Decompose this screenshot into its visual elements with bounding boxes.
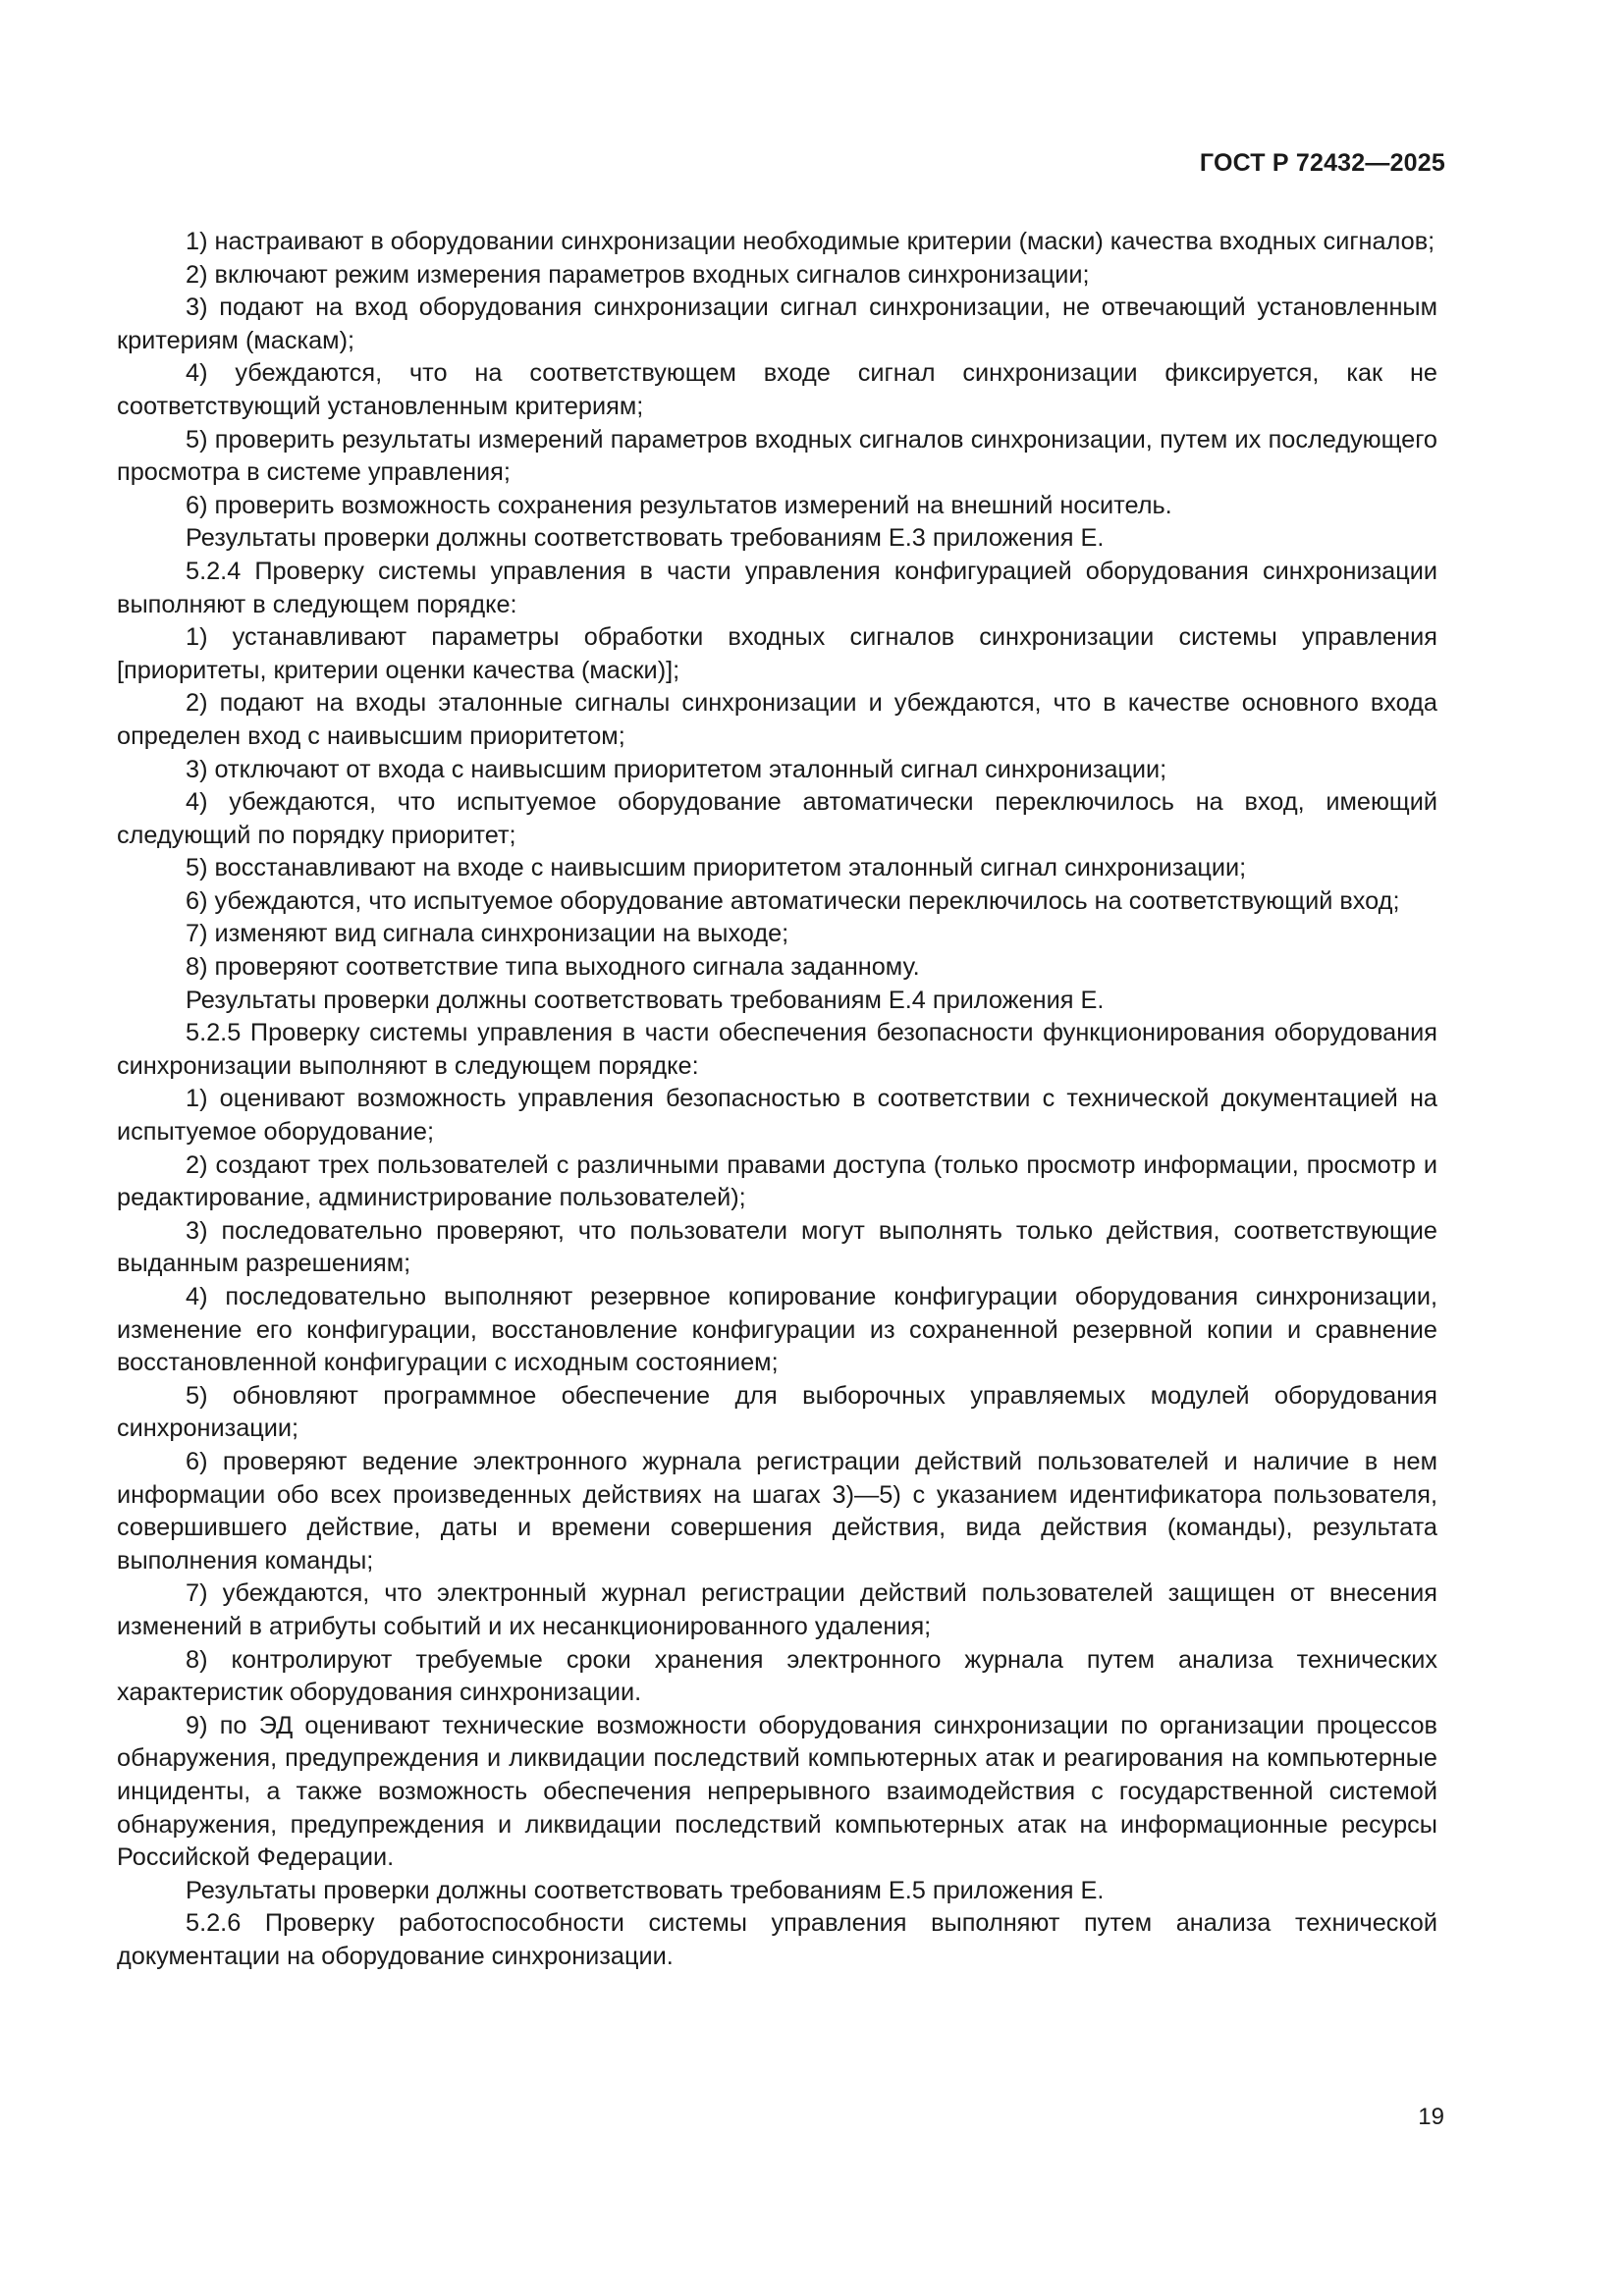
paragraph: 4) убеждаются, что испытуемое оборудование автоматически переключилось на вход, имеющий следующий по порядку приоритет; (117, 788, 1437, 849)
paragraph: Результаты проверки должны соответствовать требованиям Е.3 приложения Е. (186, 524, 1105, 553)
paragraph: 8) проверяют соответствие типа выходного сигнала заданному. (186, 953, 920, 982)
paragraph: 8) контролируют требуемые сроки хранения электронного журнала путем анализа технических характеристик оборудования синхронизации. (117, 1645, 1437, 1707)
paragraph: 5.2.6 Проверку работоспособности системы управления выполняют путем анализа технической документации на оборудование синхронизации. (117, 1909, 1437, 1970)
paragraph: 5) обновляют программное обеспечение для выборочных управляемых модулей оборудования синхронизации; (117, 1381, 1437, 1443)
paragraph: 1) устанавливают параметры обработки входных сигналов синхронизации системы управления [приоритеты, критерии оценки качества (маски)]; (117, 623, 1437, 684)
paragraph: 1) оценивают возможность управления безопасностью в соответствии с технической документацией на испытуемое оборудование; (117, 1085, 1437, 1147)
paragraph: 7) убеждаются, что электронный журнал регистрации действий пользователей защищен от внесения изменений в атрибуты событий и их несанкционированного удаления; (117, 1579, 1437, 1640)
paragraph: 5.2.5 Проверку системы управления в части обеспечения безопасности функционирования оборудования синхронизации выполняют в следующем порядке: (117, 1019, 1437, 1080)
paragraph: 4) убеждаются, что на соответствующем входе сигнал синхронизации фиксируется, как не соответствующий установленным критериям; (117, 359, 1437, 420)
paragraph: 2) включают режим измерения параметров входных сигналов синхронизации; (186, 260, 1090, 289)
paragraph: 5) проверить результаты измерений параметров входных сигналов синхронизации, путем их последующего просмотра в системе управления; (117, 425, 1437, 487)
page-number: 19 (1418, 2104, 1444, 2130)
paragraph: 2) подают на входы эталонные сигналы синхронизации и убеждаются, что в качестве основного входа определен вход с наивысшим приоритетом; (117, 689, 1437, 750)
paragraph: Результаты проверки должны соответствовать требованиям Е.5 приложения Е. (186, 1876, 1105, 1904)
paragraph: 5.2.4 Проверку системы управления в части управления конфигурацией оборудования синхронизации выполняют в следующем порядке: (117, 557, 1437, 618)
paragraph: 7) изменяют вид сигнала синхронизации на выходе; (186, 920, 789, 948)
paragraph: 3) подают на вход оборудования синхронизации сигнал синхронизации, не отвечающий установленным критериям (маскам); (117, 294, 1437, 354)
paragraph: 5) восстанавливают на входе с наивысшим приоритетом эталонный сигнал синхронизации; (186, 854, 1247, 882)
paragraph: 6) проверить возможность сохранения результатов измерений на внешний носитель. (186, 491, 1172, 519)
document-body (117, 226, 1437, 1973)
paragraph: 1) настраивают в оборудовании синхронизации необходимые критерии (маски) качества входных сигналов; (186, 228, 1435, 255)
document-code: ГОСТ Р 72432—2025 (1199, 149, 1445, 177)
paragraph: 4) последовательно выполняют резервное копирование конфигурации оборудования синхронизации, изменение его конфигурации, восстановление конфигурации из сохраненной резервной копии и сравнение восстановленной конфигурации с исходным состоянием; (117, 1283, 1437, 1377)
paragraph: 2) создают трех пользователей с различными правами доступа (только просмотр информации, просмотр и редактирование, администрирование пользователей); (117, 1150, 1437, 1212)
paragraph: 6) проверяют ведение электронного журнала регистрации действий пользователей и наличие в нем информации обо всех произведенных действиях на шагах 3)—5) с указанием идентификатора пользователя, совершившего действие, даты и времени совершения действия, вида действия (команды), результата выполнения команды; (117, 1447, 1437, 1575)
paragraph: Результаты проверки должны соответствовать требованиям Е.4 приложения Е. (186, 986, 1105, 1014)
paragraph: 3) последовательно проверяют, что пользователи могут выполнять только действия, соответствующие выданным разрешениям; (117, 1216, 1437, 1278)
paragraph: 9) по ЭД оценивают технические возможности оборудования синхронизации по организации процессов обнаружения, предупреждения и ликвидации последствий компьютерных атак и реагирования на компьютерные инциденты, а также возможность обеспечения непрерывного взаимодействия с государственной системой обнаружения, предупреждения и ликвидации последствий компьютерных атак на информационные ресурсы Российской Федерации. (117, 1711, 1437, 1872)
paragraph: 3) отключают от входа с наивысшим приоритетом эталонный сигнал синхронизации; (186, 755, 1167, 783)
paragraph: 6) убеждаются, что испытуемое оборудование автоматически переключилось на соответствующий вход; (186, 886, 1400, 915)
